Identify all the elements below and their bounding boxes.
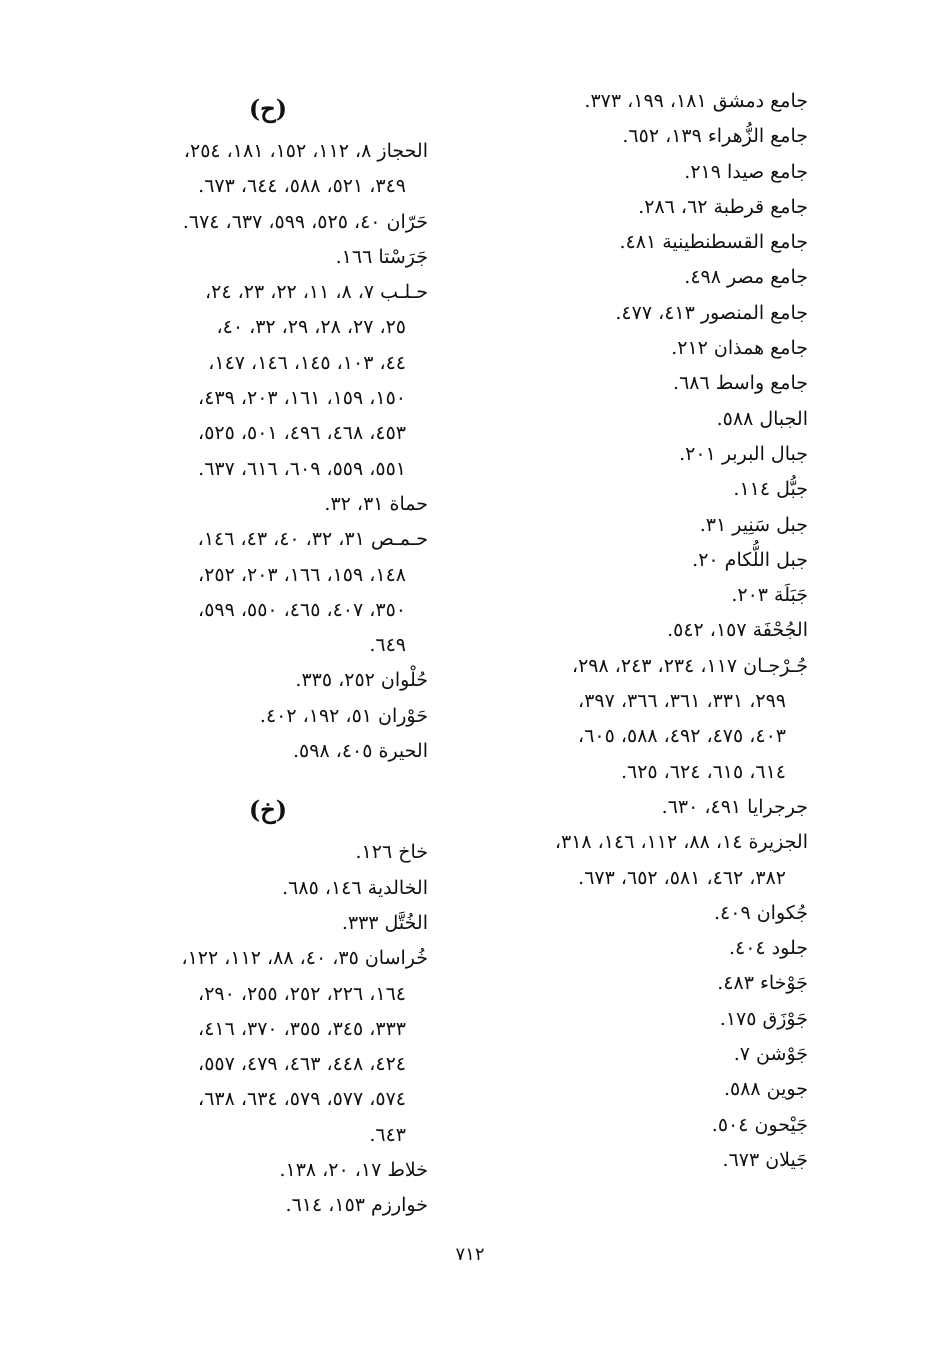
index-entry-line: جامع واسط ٦٨٦. <box>673 372 808 395</box>
index-entry-line: جرجرايا ٤٩١، ٦٣٠. <box>661 795 808 818</box>
index-entry-line: جَبَلَة ٢٠٣. <box>731 584 808 607</box>
index-column-left <box>108 84 428 1224</box>
index-entry-line: جُـرْجـان ١١٧، ٢٣٤، ٢٤٣، ٢٩٨، <box>571 654 808 677</box>
index-entry-line: جَرَسْتا ١٦٦. <box>335 245 428 268</box>
index-entry-line: ١٥٠، ١٥٩، ١٦١، ٢٠٣، ٤٣٩، <box>198 387 406 410</box>
index-entry-line: جَيلان ٦٧٣. <box>722 1148 808 1171</box>
index-column-right <box>490 84 808 1178</box>
section-spacer <box>108 769 428 785</box>
index-entry-line: حُلْوان ٢٥٢، ٣٣٥. <box>295 669 428 692</box>
index-entry-line: ١٦٤، ٢٢٦، ٢٥٢، ٢٥٥، ٢٩٠، <box>198 982 406 1005</box>
index-entry-line: حَوْران ٥١، ١٩٢، ٤٠٢. <box>259 704 428 727</box>
index-entry-line: خُراسان ٣٥، ٤٠، ٨٨، ١١٢، ١٢٢، <box>181 947 428 970</box>
section-letter-header: (خ) <box>248 795 288 825</box>
index-entry-line: جامع القسطنطينية ٤٨١. <box>619 231 808 254</box>
index-entry-line: ٣٣٣، ٣٤٥، ٣٥٥، ٣٧٠، ٤١٦، <box>198 1017 406 1040</box>
index-entry-line: جامع الزُّهراء ١٣٩، ٦٥٢. <box>622 125 808 148</box>
index-entry-line: ٦٤٩. <box>369 634 406 657</box>
index-entry-line: ١٤٨، ١٥٩، ١٦٦، ٢٠٣، ٢٥٢، <box>198 563 406 586</box>
index-entry-line: جامع صيدا ٢١٩. <box>684 160 808 183</box>
index-entry-line: ٢٥، ٢٧، ٢٨، ٢٩، ٣٢، ٤٠، <box>216 316 406 339</box>
index-entry-line: جامع همذان ٢١٢. <box>671 337 808 360</box>
index-entry-line: الجزيرة ١٤، ٨٨، ١١٢، ١٤٦، ٣١٨، <box>554 831 808 854</box>
index-entry-line: ٥٧٤، ٥٧٧، ٥٧٩، ٦٣٤، ٦٣٨، <box>198 1088 406 1111</box>
index-entry-line: الجُحْفَة ١٥٧، ٥٤٢. <box>667 619 808 642</box>
index-entry-line: ٤٠٣، ٤٧٥، ٤٩٢، ٥٨٨، ٦٠٥، <box>578 725 786 748</box>
index-entry-line: جامع دمشق ١٨١، ١٩٩، ٣٧٣. <box>584 90 808 112</box>
index-entry-line: جبُّل ١١٤. <box>733 478 808 501</box>
index-entry-line: ٥٥١، ٥٥٩، ٦٠٩، ٦١٦، ٦٣٧. <box>198 457 406 480</box>
index-entry-line: ٦١٤، ٦١٥، ٦٢٤، ٦٢٥. <box>620 760 786 783</box>
index-entry-line: جامع قرطبة ٦٢، ٢٨٦. <box>638 195 808 218</box>
index-entry-line: ٤٥٣، ٤٦٨، ٤٩٦، ٥٠١، ٥٢٥، <box>198 422 406 445</box>
index-entry-line: خوارزم ١٥٣، ٦١٤. <box>285 1194 428 1217</box>
section-letter-header: (ح) <box>248 94 288 123</box>
index-entry-line: ٣٨٢، ٤٦٢، ٥٨١، ٦٥٢، ٦٧٣. <box>578 866 786 889</box>
index-entry-line: الحجاز ٨، ١١٢، ١٥٢، ١٨١، ٢٥٤، <box>183 140 428 162</box>
index-entry-line: ٤٢٤، ٤٤٨، ٤٦٣، ٤٧٩، ٥٥٧، <box>198 1053 406 1076</box>
index-entry-line: ٣٥٠، ٤٠٧، ٤٦٥، ٥٥٠، ٥٩٩، <box>198 598 406 621</box>
index-entry-line: جَوْخاء ٤٨٣. <box>717 972 808 995</box>
index-entry-line: ٣٤٩، ٥٢١، ٥٨٨، ٦٤٤، ٦٧٣. <box>198 175 406 198</box>
index-entry-line: جامع المنصور ٤١٣، ٤٧٧. <box>615 301 808 324</box>
index-entry-line: جبل سَنِير ٣١. <box>699 513 808 536</box>
index-entry-line: جامع مصر ٤٩٨. <box>684 266 808 289</box>
index-entry-line: خاخ ١٢٦. <box>355 841 428 864</box>
index-entry-line: الجبال ٥٨٨. <box>716 407 808 430</box>
index-entry-line: الخالدية ١٤٦، ٦٨٥. <box>282 876 428 899</box>
index-entry-line: ٢٩٩، ٣٣١، ٣٦١، ٣٦٦، ٣٩٧، <box>578 690 786 713</box>
index-entry-line: حماة ٣١، ٣٢. <box>324 492 428 515</box>
index-entry-line: حـلـب ٧، ٨، ١١، ٢٢، ٢٣، ٢٤، <box>205 281 428 304</box>
index-entry-line: حَرّان ٤٠، ٥٢٥، ٥٩٩، ٦٣٧، ٦٧٤. <box>182 210 428 233</box>
page-number: ٧١٢ <box>455 1244 485 1265</box>
index-entry-line: الحيرة ٤٠٥، ٥٩٨. <box>292 740 428 763</box>
index-entry-line: جَوْشن ٧. <box>733 1043 808 1066</box>
index-entry-line: خلاط ١٧، ٢٠، ١٣٨. <box>279 1159 428 1182</box>
index-entry-line: ٦٤٣. <box>369 1123 406 1146</box>
index-entry-line: جوين ٥٨٨. <box>723 1078 808 1101</box>
index-entry-line: جُكوان ٤٠٩. <box>714 901 808 924</box>
index-entry-line: حـمـص ٣١، ٣٢، ٤٠، ٤٣، ١٤٦، <box>197 528 428 551</box>
index-entry-line: جَيْحون ٥٠٤. <box>711 1113 808 1136</box>
index-entry-line: جبال البربر ٢٠١. <box>679 442 808 465</box>
index-entry-line: جَوْزَق ١٧٥. <box>719 1007 808 1030</box>
index-entry-line: جبل اللُّكام ٢٠. <box>692 548 808 571</box>
index-entry-line: ٤٤، ١٠٣، ١٤٥، ١٤٦، ١٤٧، <box>208 351 406 374</box>
index-entry-line: الخُتَّل ٣٣٣. <box>341 911 428 934</box>
index-entry-line: جلود ٤٠٤. <box>728 937 808 960</box>
